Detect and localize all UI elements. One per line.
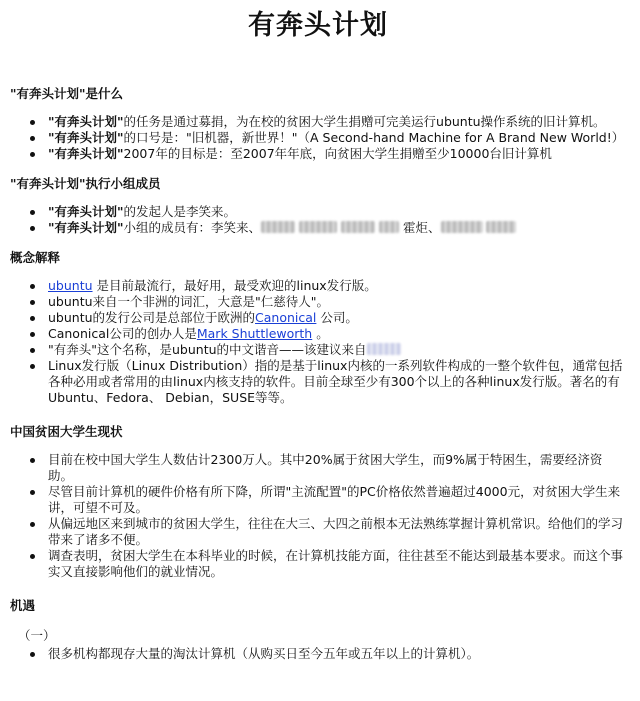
item-text: 从偏远地区来到城市的贫困大学生，往往在大三、大四之前根本无法熟练掌握计算机常识。给他们的学习带来了诸多不便。 [48,516,624,547]
list-item [10,204,626,220]
list-opportunity [10,646,626,662]
item-text: Canonical公司的创办人是 [48,326,197,341]
list-item [10,452,626,484]
section-heading-team: "有奔头计划"执行小组成员 [10,176,161,191]
ubuntu-link[interactable]: ubuntu [48,278,93,293]
list-item [10,342,626,358]
redacted-name [299,221,337,233]
list-item [10,310,626,326]
list-item [10,114,626,130]
redacted-name [379,221,399,233]
bold-term: "有奔头计划" [48,114,124,129]
item-text: 的发起人是李笑来。 [123,204,237,219]
bold-term: "有奔头计划" [48,146,124,161]
canonical-link[interactable]: Canonical [255,310,317,325]
bold-term: "有奔头计划" [48,204,124,219]
bold-term: "有奔头计划" [48,220,124,235]
item-text: 尽管目前计算机的硬件价格有所下降，所谓"主流配置"的PC价格依然普遍超过4000元，对贫困大学生来讲，可望不可及。 [48,484,621,515]
list-item [10,294,626,310]
list-team [10,204,626,236]
list-item [10,278,626,294]
item-text: 的口号是："旧机器，新世界！"（A Second-hand Machine for A Brand New World!） [123,130,625,145]
list-status [10,452,626,580]
item-text: Linux发行版（Linux Distribution）指的是基于linux内核的一系列软件构成的一整个软件包，通常包括各种必用或者常用的由linux内核支持的软件。目前全球至少有300个以上的各种linux发行版。著名的有 Ubuntu、Fedora、 Debian，SUSE等等。 [48,358,623,405]
item-text: 调查表明，贫困大学生在本科毕业的时候，在计算机技能方面，往往甚至不能达到最基本要求。而这个事实又直接影响他们的就业情况。 [48,548,624,579]
section-heading-concepts: 概念解释 [10,250,61,265]
list-item [10,130,626,146]
section-heading-what: "有奔头计划"是什么 [10,86,124,101]
list-item [10,358,626,406]
list-item [10,646,626,662]
section-heading-opportunity: 机遇 [10,598,36,613]
item-text: ubuntu来自一个非洲的词汇，大意是"仁慈待人"。 [48,294,330,309]
page-title: 有奔头计划 [248,10,388,41]
list-item [10,548,626,580]
item-text: 。 [312,326,329,341]
list-what [10,114,626,162]
redacted-name [367,343,401,355]
redacted-name [261,221,295,233]
item-text: 目前在校中国大学生人数估计2300万人。其中20%属于贫困大学生，而9%属于特困生，需要经济资助。 [48,452,603,483]
mark-shuttleworth-link[interactable]: Mark Shuttleworth [196,326,313,341]
list-item [10,516,626,548]
section-heading-status: 中国贫困大学生现状 [10,424,123,439]
item-text: 霍炬、 [402,220,441,235]
item-text: 很多机构都现存大量的淘汰计算机（从购买日至今五年或五年以上的计算机）。 [48,646,480,661]
item-text: 2007年的目标是：至2007年年底，向贫困大学生捐赠至少10000台旧计算机 [123,146,552,161]
item-text: 是目前最流行，最好用，最受欢迎的linux发行版。 [92,278,377,293]
item-text: "有奔头"这个名称，是ubuntu的中文谐音——该建议来自 [48,342,367,357]
list-item [10,326,626,342]
redacted-name [441,221,483,233]
item-text: ubuntu的发行公司是总部位于欧洲的 [48,310,256,325]
redacted-name [486,221,516,233]
bold-term: "有奔头计划" [48,130,124,145]
item-text: 公司。 [316,310,358,325]
list-item [10,484,626,516]
sub-heading: （一） [18,628,56,643]
list-item [10,146,626,162]
list-item [10,220,626,236]
item-text: 的任务是通过募捐，为在校的贫困大学生捐赠可完美运行ubuntu操作系统的旧计算机。 [123,114,606,129]
item-text: 小组的成员有：李笑来、 [123,220,262,235]
redacted-name [341,221,375,233]
list-concepts [10,278,626,406]
